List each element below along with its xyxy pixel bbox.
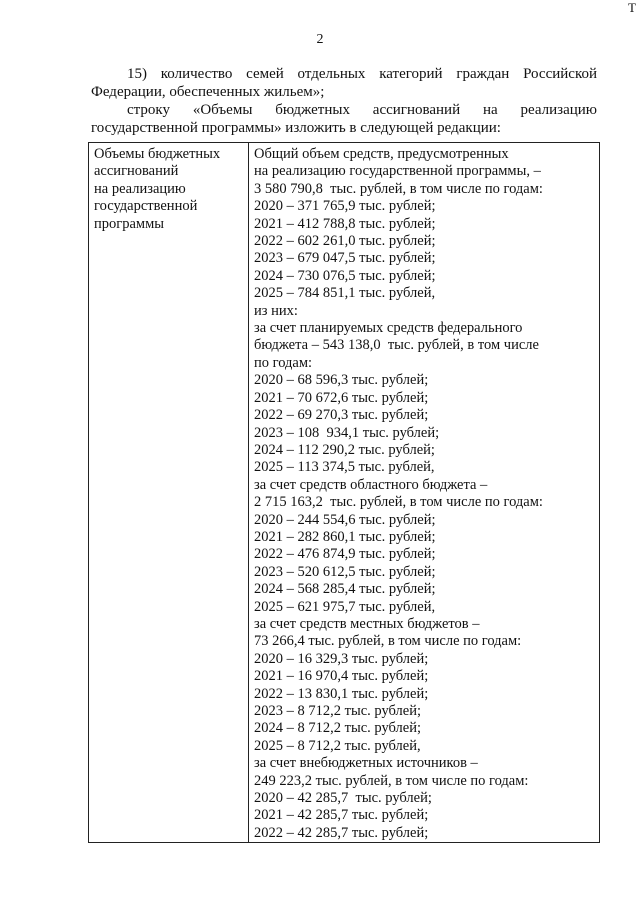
value-line: 2022 – 13 830,1 тыс. рублей;: [254, 685, 429, 702]
value-line: 249 223,2 тыс. рублей, в том числе по годам:: [254, 772, 529, 789]
value-line: 2021 – 282 860,1 тыс. рублей;: [254, 528, 436, 545]
value-line: 2022 – 602 261,0 тыс. рублей;: [254, 233, 436, 250]
value-line: 3 580 790,8 тыс. рублей, в том числе по годам:: [254, 180, 543, 197]
value-line: 2025 – 621 975,7 тыс. рублей,: [254, 598, 436, 615]
value-line: 2023 – 8 712,2 тыс. рублей;: [254, 703, 421, 719]
value-line: 2021 – 42 285,7 тыс. рублей;: [254, 807, 429, 824]
value-line: 2024 – 730 076,5 тыс. рублей;: [254, 267, 436, 284]
value-line: 2020 – 42 285,7 тыс. рублей;: [254, 790, 432, 807]
value-line: 2021 – 16 970,4 тыс. рублей;: [254, 668, 429, 685]
value-line: за счет планируемых средств федерального: [254, 320, 523, 337]
budget-table: [88, 142, 600, 843]
value-line: из них:: [254, 302, 298, 319]
value-line: 2022 – 69 270,3 тыс. рублей;: [254, 407, 429, 424]
value-line: 2 715 163,2 тыс. рублей, в том числе по годам:: [254, 494, 543, 511]
value-line: Общий объем средств, предусмотренных: [254, 146, 509, 162]
paragraph-instruction: строку «Объемы бюджетных ассигнований на реализацию государственной программы» изложить в следующей редакции:: [91, 102, 597, 136]
corner-mark: T: [628, 0, 636, 15]
value-line: за счет средств областного бюджета –: [254, 476, 488, 493]
budget-values-cell: [249, 143, 600, 843]
value-line: бюджета – 543 138,0 тыс. рублей, в том числе: [254, 337, 539, 354]
label-line: программы: [94, 215, 164, 232]
paragraph-item-15: 15) количество семей отдельных категорий граждан Российской Федерации, обеспеченных жильем»;: [91, 66, 597, 100]
value-line: 2022 – 42 285,7 тыс. рублей;: [254, 824, 429, 841]
value-line: за счет внебюджетных источников –: [254, 755, 478, 772]
value-line: 2021 – 70 672,6 тыс. рублей;: [254, 389, 429, 406]
value-line: 2023 – 679 047,5 тыс. рублей;: [254, 250, 436, 267]
value-line: 2020 – 371 765,9 тыс. рублей;: [254, 198, 436, 215]
label-line: Объемы бюджетных: [94, 146, 221, 162]
budget-label-cell: [89, 143, 249, 843]
table-row: [89, 143, 600, 843]
value-line: 2023 – 520 612,5 тыс. рублей;: [254, 563, 436, 580]
value-line: 2024 – 112 290,2 тыс. рублей;: [254, 441, 435, 458]
value-line: 2024 – 8 712,2 тыс. рублей;: [254, 720, 421, 737]
value-line: 2022 – 476 874,9 тыс. рублей;: [254, 546, 436, 563]
value-line: 2025 – 8 712,2 тыс. рублей,: [254, 737, 421, 754]
value-line: 2024 – 568 285,4 тыс. рублей;: [254, 581, 436, 598]
value-line: за счет средств местных бюджетов –: [254, 615, 480, 632]
value-line: 2020 – 244 554,6 тыс. рублей;: [254, 511, 436, 528]
value-line: 2020 – 68 596,3 тыс. рублей;: [254, 372, 429, 389]
label-line: государственной: [94, 198, 198, 215]
page-number: 2: [316, 32, 324, 47]
label-line: ассигнований: [94, 163, 179, 180]
value-line: 2020 – 16 329,3 тыс. рублей;: [254, 650, 429, 667]
value-line: 2025 – 784 851,1 тыс. рублей,: [254, 285, 436, 302]
label-line: на реализацию: [94, 180, 186, 197]
value-line: 73 266,4 тыс. рублей, в том числе по годам:: [254, 633, 522, 650]
value-line: 2021 – 412 788,8 тыс. рублей;: [254, 215, 436, 232]
value-line: на реализацию государственной программы, –: [254, 163, 541, 180]
value-line: 2023 – 108 934,1 тыс. рублей;: [254, 424, 440, 441]
value-line: 2025 – 113 374,5 тыс. рублей,: [254, 459, 435, 476]
value-line: по годам:: [254, 354, 313, 371]
